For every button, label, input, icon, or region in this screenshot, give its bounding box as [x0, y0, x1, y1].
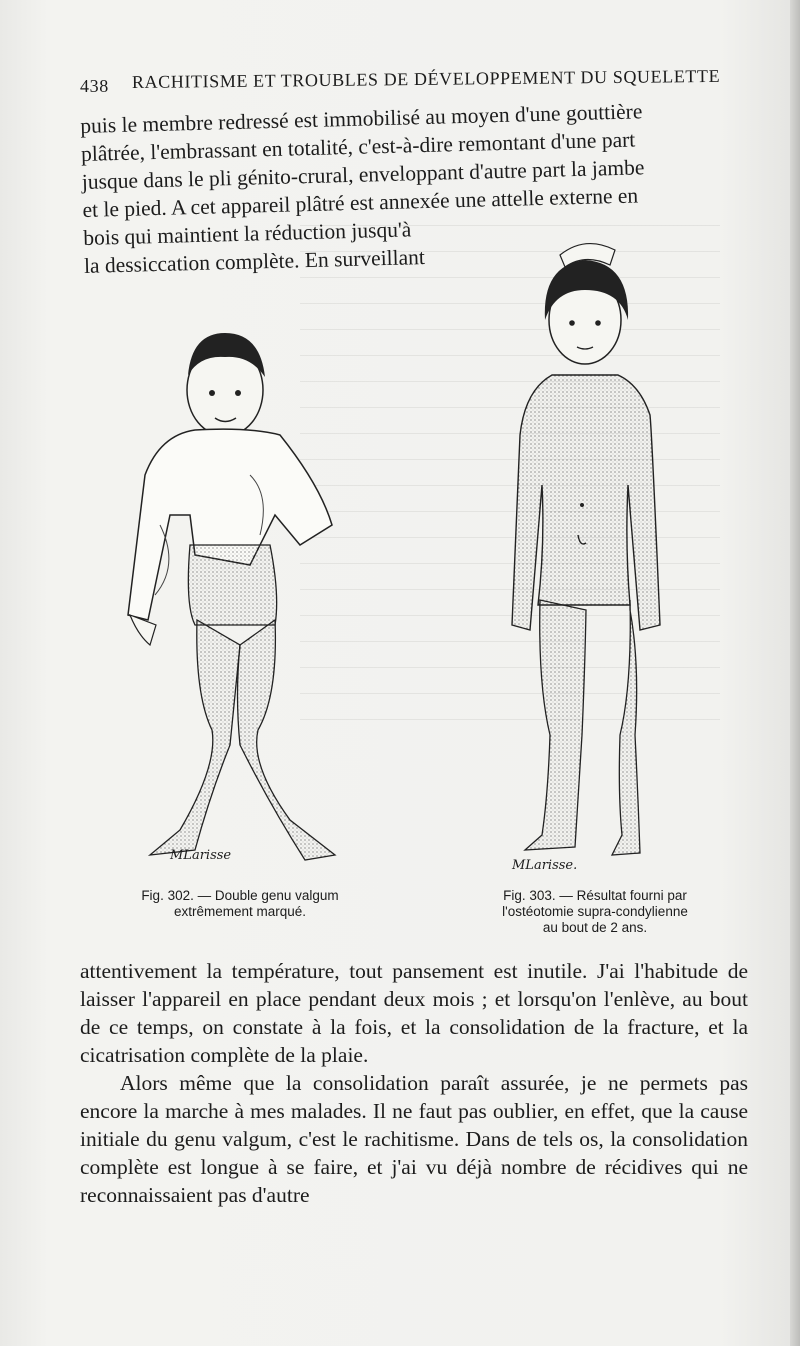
caption-line: extrêmement marqué. — [173, 904, 307, 919]
figure-303-illustration — [490, 235, 690, 875]
figure-302-caption — [120, 888, 360, 920]
running-title: RACHITISME ET TROUBLES DE DÉVELOPPEMENT DU SQUELETTE — [131, 65, 721, 92]
girl-engraving — [490, 235, 690, 875]
page-edge-shadow — [790, 0, 800, 1346]
caption-line: Fig. 302. — Double genu valgum — [141, 888, 339, 903]
text-line: plâtrée, l'embrassant en totalité, c'est-à-dire remontant d'une part — [80, 127, 636, 166]
text-line: la dessiccation complète. En surveillant — [83, 245, 426, 278]
paragraph: attentivement la température, tout pansement est inutile. J'ai l'habitude de laisser l'appareil en place pendant deux mois ; et lorsqu'on l'enlève, au bout de ce temps, on constate à la fois, et la consolidation de la fracture, et la cicatrisation complète de la plaie. — [80, 959, 748, 1067]
text-line: jusque dans le pli génito-crural, enveloppant d'autre part la jambe — [81, 155, 645, 194]
artist-signature-left: MLarisse — [170, 848, 232, 863]
text-line: et le pied. A cet appareil plâtré est annexée une attelle externe en — [82, 183, 639, 222]
figure-303-caption — [470, 888, 720, 936]
boy-engraving — [100, 315, 360, 875]
bottom-text-block — [80, 957, 748, 1209]
artist-signature-right: MLarisse. — [512, 858, 578, 873]
page-number: 438 — [80, 76, 109, 96]
paragraph: Alors même que la consolidation paraît assurée, je ne permets pas encore la marche à mes malades. Il ne faut pas oublier, en effet, que la cause initiale du genu valgum, c'est le rachitisme. Dans de tels os, la consolidation complète est longue à se faire, et j'ai vu déjà nombre de récidives qui ne reconnaissaient pas d'autre — [80, 1071, 748, 1207]
caption-line: au bout de 2 ans. — [542, 920, 648, 935]
figure-302-illustration — [100, 315, 360, 875]
text-line: puis le membre redressé est immobilisé au moyen d'une gouttière — [80, 99, 643, 138]
text-line: bois qui maintient la réduction jusqu'à — [82, 217, 412, 250]
caption-line: Fig. 303. — Résultat fourni par — [503, 888, 687, 903]
caption-line: l'ostéotomie supra-condylienne — [502, 904, 688, 919]
